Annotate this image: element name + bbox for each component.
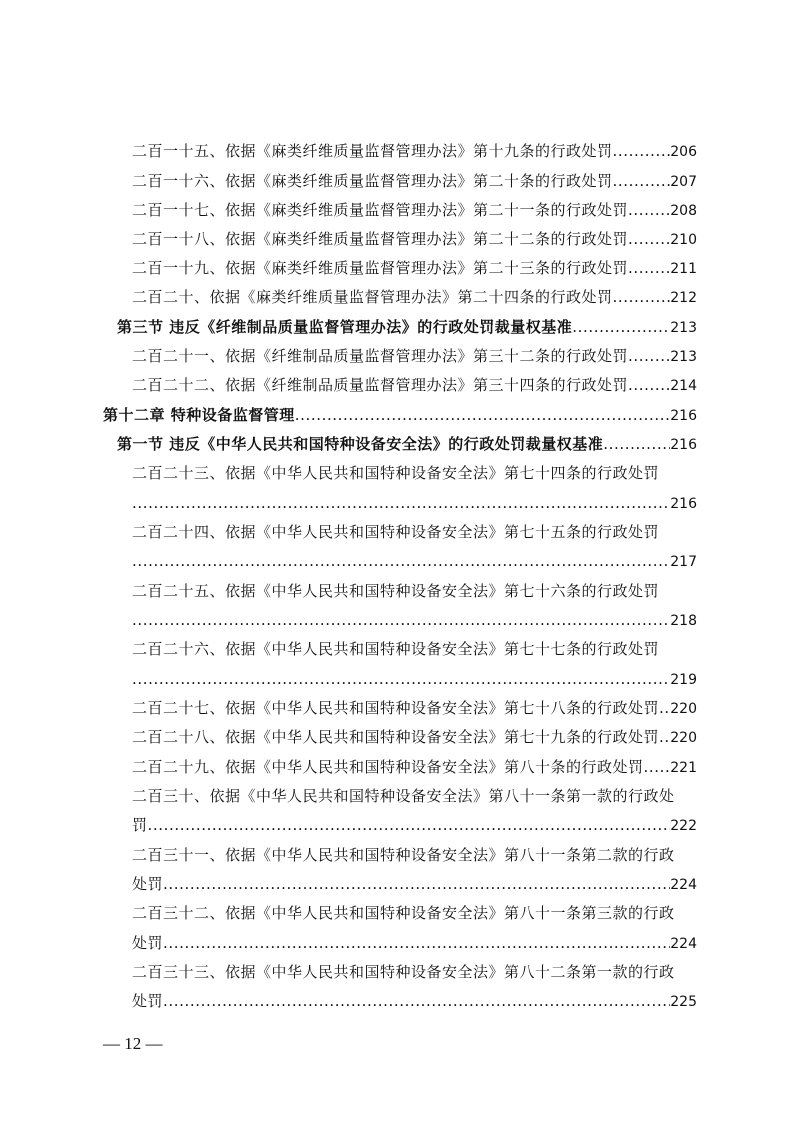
toc-leader-dots [572,313,670,342]
toc-entry-continuation[interactable] [132,987,697,1016]
toc-leader-dots [659,723,670,752]
toc-entry-continuation[interactable] [132,489,697,518]
toc-leader-dots [295,401,671,430]
toc-entry-title: 二百一十九、依据《麻类纤维质量监督管理办法》第二十三条的行政处罚 [132,259,629,277]
toc-entry[interactable] [132,459,697,488]
toc-entry-title: 二百三十二、依据《中华人民共和国特种设备安全法》第八十一条第三款的行政 [132,904,675,922]
toc-entry-page: 214 [670,378,697,394]
toc-leader-dots [132,547,670,576]
toc-entry-page: 222 [670,818,697,834]
toc-entry-page: 219 [670,672,697,688]
toc-leader-dots [628,196,670,225]
toc-entry[interactable] [132,137,697,166]
toc-entry[interactable] [132,577,697,606]
toc-section-heading[interactable] [117,313,697,342]
toc-entry-title-continued: 处罚 [132,875,164,893]
toc-leader-dots [132,489,670,518]
toc-leader-dots [603,430,670,459]
toc-chapter-heading[interactable] [103,401,697,430]
toc-entry-continuation[interactable] [132,811,697,840]
toc-entry-title: 二百一十五、依据《麻类纤维质量监督管理办法》第十九条的行政处罚 [132,142,613,160]
toc-entry-page: 211 [670,261,697,277]
toc-leader-dots [628,342,670,371]
toc-entry[interactable] [132,167,697,196]
toc-entry-page: 216 [670,496,697,512]
toc-entry-title: 二百三十三、依据《中华人民共和国特种设备安全法》第八十二条第一款的行政 [132,963,675,981]
toc-entry-title: 二百二十六、依据《中华人民共和国特种设备安全法》第七十七条的行政处罚 [132,640,660,658]
toc-entry-continuation[interactable] [132,665,697,694]
toc-entry-title: 二百一十六、依据《麻类纤维质量监督管理办法》第二十条的行政处罚 [132,172,613,190]
toc-entry-page: 216 [670,408,697,424]
toc-leader-dots [628,225,670,254]
toc-leader-dots [659,694,670,723]
toc-entry[interactable] [132,635,697,664]
toc-entry-title: 第三节 违反《纤维制品质量监督管理办法》的行政处罚裁量权基准 [117,318,573,336]
toc-entry[interactable] [132,782,697,811]
toc-leader-dots [148,811,671,840]
toc-entry-title-continued: 罚 [132,816,148,834]
toc-leader-dots [613,167,671,196]
toc-entry-title: 二百三十、依据《中华人民共和国特种设备安全法》第八十一条第一款的行政处 [132,787,675,805]
toc-entry-title: 二百二十四、依据《中华人民共和国特种设备安全法》第七十五条的行政处罚 [132,523,660,541]
toc-entry-page: 207 [670,174,697,190]
toc-entry-page: 206 [670,144,697,160]
toc-entry-title: 第一节 违反《中华人民共和国特种设备安全法》的行政处罚裁量权基准 [117,435,604,453]
toc-entry-title: 二百二十二、依据《纤维制品质量监督管理办法》第三十四条的行政处罚 [132,376,629,394]
toc-entry[interactable] [132,753,697,782]
toc-leader-dots [163,987,670,1016]
toc-entry-title: 第十二章 特种设备监督管理 [103,406,295,424]
toc-entry[interactable] [132,899,697,928]
toc-entry-page: 212 [670,290,697,306]
toc-entry[interactable] [132,371,697,400]
toc-leader-dots [613,137,671,166]
toc-leader-dots [163,870,670,899]
toc-entry[interactable] [132,841,697,870]
toc-entry-title: 二百二十九、依据《中华人民共和国特种设备安全法》第八十条的行政处罚 [132,758,644,776]
toc-leader-dots [628,254,670,283]
toc-entry-title: 二百二十一、依据《纤维制品质量监督管理办法》第三十二条的行政处罚 [132,347,629,365]
toc-entry-page: 224 [670,936,697,952]
toc-entry-continuation[interactable] [132,929,697,958]
toc-entry-page: 220 [670,730,697,746]
toc-leader-dots [132,606,670,635]
toc-entry-page: 217 [670,554,697,570]
toc-entry-page: 213 [670,349,697,365]
page-number: — 12 — [103,1034,163,1053]
toc-entry-page: 208 [670,203,697,219]
toc-entry[interactable] [132,518,697,547]
toc-entry-title: 二百二十三、依据《中华人民共和国特种设备安全法》第七十四条的行政处罚 [132,464,660,482]
toc-entry-title: 二百二十七、依据《中华人民共和国特种设备安全法》第七十八条的行政处罚 [132,699,660,717]
toc-entry-page: 225 [670,994,697,1010]
toc-entry-page: 210 [670,232,697,248]
toc-entry-title: 二百二十五、依据《中华人民共和国特种设备安全法》第七十六条的行政处罚 [132,582,660,600]
toc-leader-dots [644,753,671,782]
toc-entry-page: 224 [670,877,697,893]
toc-leader-dots [613,283,671,312]
toc-entry-page: 216 [670,437,697,453]
toc-entry-continuation[interactable] [132,606,697,635]
toc-entry[interactable] [132,254,697,283]
toc-leader-dots [163,929,670,958]
toc-entry-title-continued: 处罚 [132,934,164,952]
toc-entry-title-continued: 处罚 [132,992,164,1010]
toc-entry-page: 221 [670,760,697,776]
toc-entry[interactable] [132,958,697,987]
toc-entry[interactable] [132,225,697,254]
toc-entry-title: 二百一十七、依据《麻类纤维质量监督管理办法》第二十一条的行政处罚 [132,201,629,219]
toc-entry[interactable] [132,283,697,312]
toc-section-heading[interactable] [117,430,697,459]
toc-entry-title: 二百一十八、依据《麻类纤维质量监督管理办法》第二十二条的行政处罚 [132,230,629,248]
toc-entry-page: 220 [670,701,697,717]
toc-entry-page: 213 [670,320,697,336]
toc-leader-dots [628,371,670,400]
toc-entry-page: 218 [670,613,697,629]
toc-entry[interactable] [132,342,697,371]
toc-entry-continuation[interactable] [132,870,697,899]
toc-entry-title: 二百二十、依据《麻类纤维质量监督管理办法》第二十四条的行政处罚 [132,288,613,306]
toc-entry-title: 二百三十一、依据《中华人民共和国特种设备安全法》第八十一条第二款的行政 [132,846,675,864]
toc-entry-continuation[interactable] [132,547,697,576]
toc-leader-dots [132,665,670,694]
toc-entry[interactable] [132,196,697,225]
toc-entry[interactable] [132,723,697,752]
toc-entry-title: 二百二十八、依据《中华人民共和国特种设备安全法》第七十九条的行政处罚 [132,728,660,746]
toc-entry[interactable] [132,694,697,723]
